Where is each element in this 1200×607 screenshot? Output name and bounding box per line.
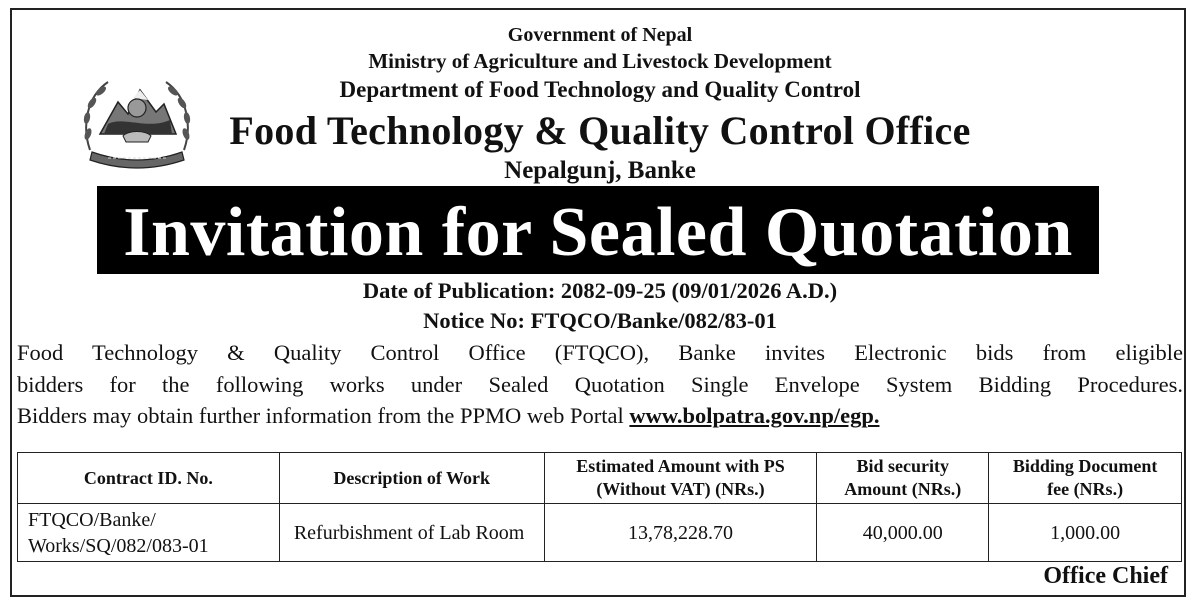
body-line-1: Food Technology & Quality Control Office (FTQCO), Banke invites Electronic bids from eligible — [17, 340, 1183, 365]
notice-number: Notice No: FTQCO/Banke/082/83-01 — [423, 308, 777, 333]
signoff: Office Chief — [1043, 563, 1168, 589]
cell-estimated-amount: 13,78,228.70 — [544, 504, 817, 562]
cell-description: Refurbishment of Lab Room — [279, 504, 544, 562]
header-contract-id: Contract ID. No. — [18, 453, 280, 504]
cell-bid-security: 40,000.00 — [817, 504, 989, 562]
office-location: Nepalgunj, Banke — [504, 157, 696, 184]
header-estimated-amount: Estimated Amount with PS (Without VAT) (NRs.) — [544, 453, 817, 504]
header-doc-fee: Bidding Document fee (NRs.) — [989, 453, 1182, 504]
body-line-3-text: Bidders may obtain further information from the PPMO web Portal — [17, 403, 630, 428]
department-line: Department of Food Technology and Quality Control — [339, 77, 861, 102]
body-line-2: bidders for the following works under Sealed Quotation Single Envelope System Bidding Procedures. — [17, 371, 1183, 397]
header-description: Description of Work — [279, 453, 544, 504]
publication-date: Date of Publication: 2082-09-25 (09/01/2026 A.D.) — [362, 278, 838, 303]
table-row — [18, 504, 1182, 562]
cell-contract-id: FTQCO/Banke/ Works/SQ/082/083-01 — [18, 504, 280, 562]
body-line-3 — [17, 400, 1183, 432]
header-bid-security: Bid security Amount (NRs.) — [817, 453, 989, 504]
table-header-row — [18, 453, 1182, 504]
office-title: Food Technology & Quality Control Office — [229, 108, 971, 153]
portal-link[interactable]: www.bolpatra.gov.np/egp. — [629, 403, 880, 428]
ministry-line: Ministry of Agriculture and Livestock Development — [368, 49, 832, 73]
cell-doc-fee: 1,000.00 — [989, 504, 1182, 562]
bid-table — [17, 452, 1182, 562]
notice-body — [17, 337, 1183, 432]
notice-title-banner: Invitation for Sealed Quotation — [97, 186, 1099, 274]
government-line: Government of Nepal — [507, 24, 693, 46]
